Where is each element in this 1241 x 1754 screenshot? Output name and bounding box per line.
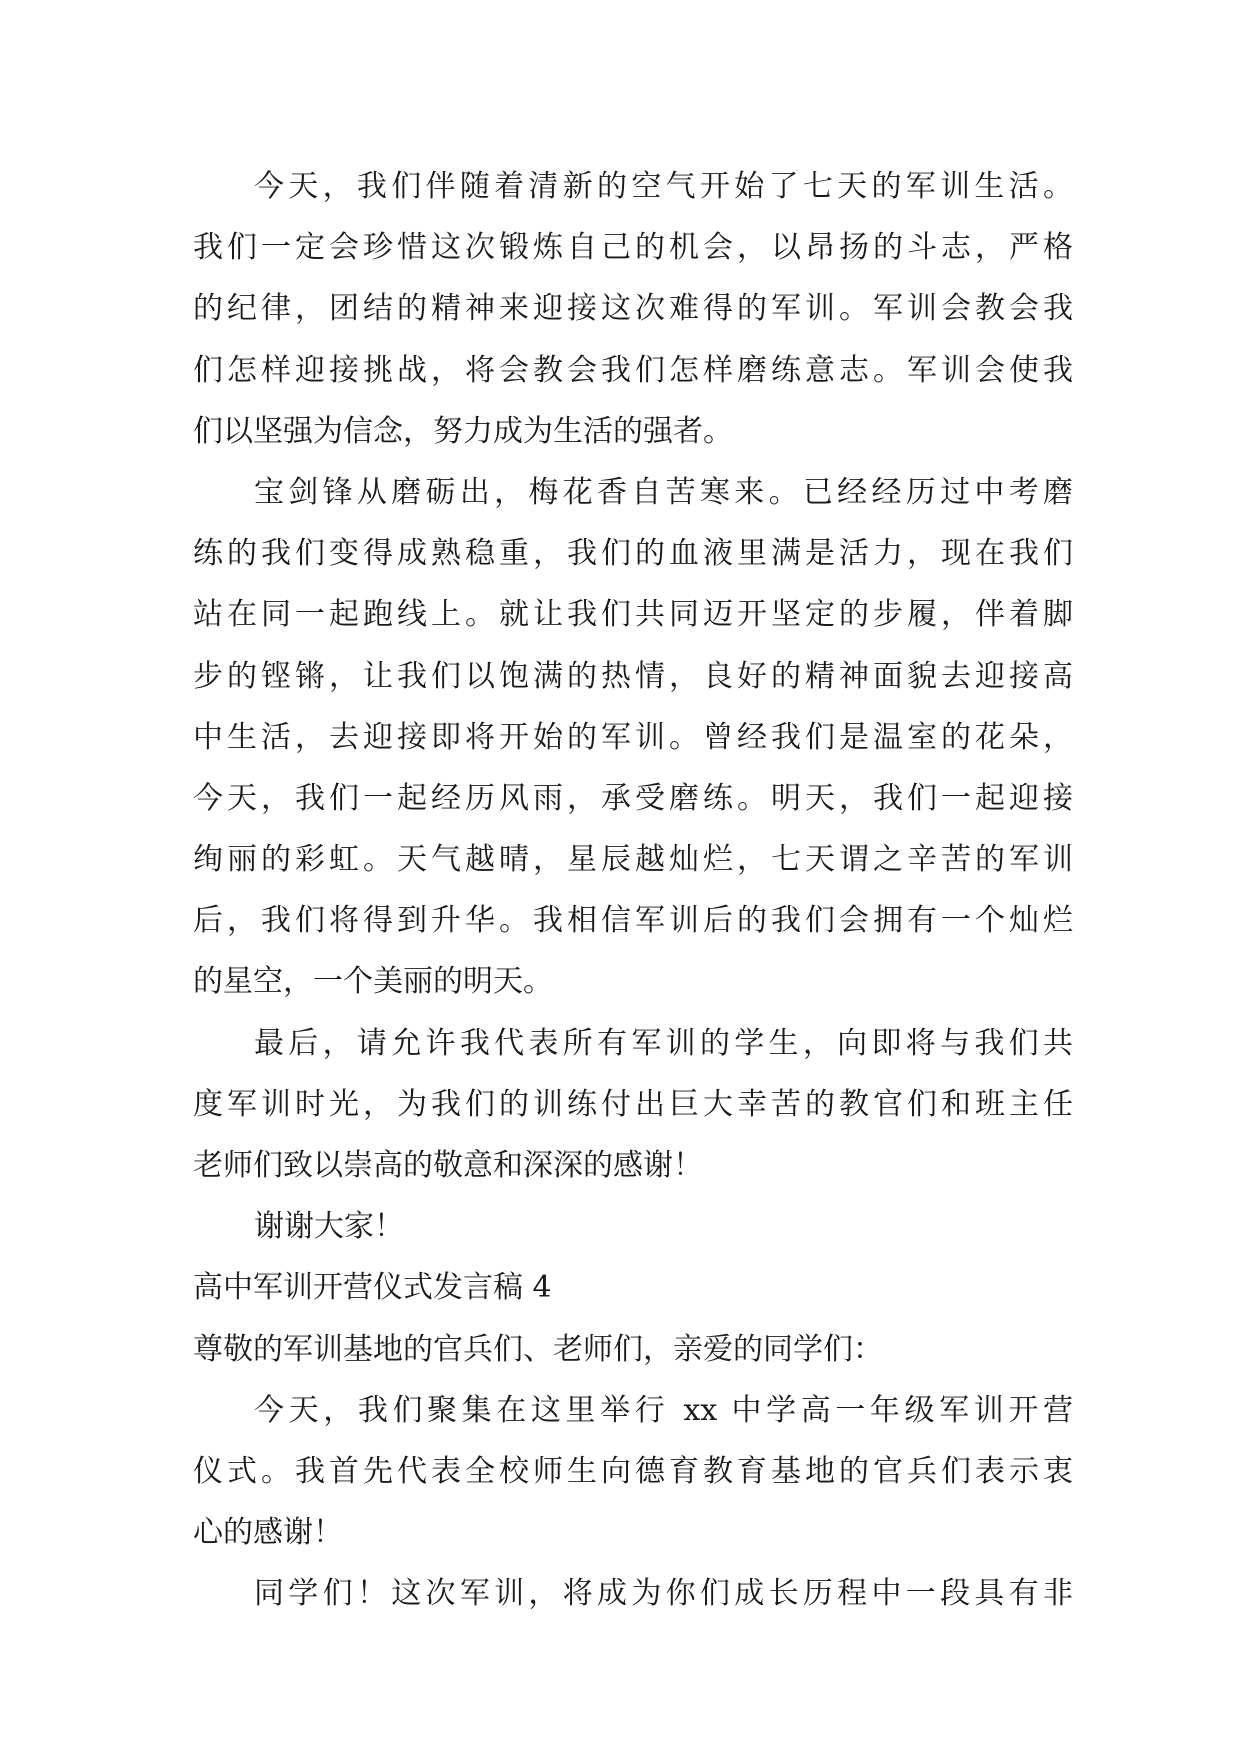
paragraph-2-line-7: 绚丽的彩虹。天气越晴，星辰越灿烂，七天谓之辛苦的军训 (193, 842, 1073, 878)
paragraph-2-line-4: 步的铿锵，让我们以饱满的热情，良好的精神面貌去迎接高 (193, 658, 1073, 694)
paragraph-2-line-5: 中生活，去迎接即将开始的军训。曾经我们是温室的花朵， (193, 719, 1073, 755)
paragraph-2-line-2: 练的我们变得成熟稳重，我们的血液里满是活力，现在我们 (193, 536, 1073, 572)
paragraph-4-line-1: 今天，我们聚集在这里举行 xx 中学高一年级军训开营 (254, 1392, 1073, 1428)
paragraph-1-line-5: 们以坚强为信念，努力成为生活的强者。 (193, 413, 733, 449)
paragraph-3-line-2: 度军训时光，为我们的训练付出巨大幸苦的教官们和班主任 (193, 1086, 1073, 1122)
section-heading: 高中军训开营仪式发言稿 4 (193, 1270, 552, 1306)
paragraph-5-line-1: 同学们！这次军训，将成为你们成长历程中一段具有非 (254, 1576, 1073, 1612)
paragraph-1-line-3: 的纪律，团结的精神来迎接这次难得的军训。军训会教会我 (193, 291, 1073, 327)
paragraph-1-line-1: 今天，我们伴随着清新的空气开始了七天的军训生活。 (254, 169, 1073, 204)
paragraph-2-line-8: 后，我们将得到升华。我相信军训后的我们会拥有一个灿烂 (193, 903, 1073, 939)
paragraph-1-line-4: 们怎样迎接挑战，将会教会我们怎样磨练意志。军训会使我 (193, 352, 1073, 388)
paragraph-2-line-3: 站在同一起跑线上。就让我们共同迈开坚定的步履，伴着脚 (193, 597, 1073, 633)
paragraph-2-line-9: 的星空，一个美丽的明天。 (193, 964, 553, 1000)
closing-thanks: 谢谢大家！ (254, 1209, 404, 1245)
paragraph-1-line-2: 我们一定会珍惜这次锻炼自己的机会，以昂扬的斗志，严格 (193, 230, 1073, 266)
salutation: 尊敬的军训基地的官兵们、老师们，亲爱的同学们： (193, 1331, 883, 1367)
paragraph-4-line-2: 仪式。我首先代表全校师生向德育教育基地的官兵们表示衷 (193, 1453, 1073, 1489)
paragraph-2-line-6: 今天，我们一起经历风雨，承受磨练。明天，我们一起迎接 (193, 780, 1073, 816)
paragraph-3-line-3: 老师们致以崇高的敬意和深深的感谢！ (193, 1148, 703, 1183)
paragraph-3-line-1: 最后，请允许我代表所有军训的学生，向即将与我们共 (254, 1025, 1073, 1061)
document-body (193, 156, 1073, 1625)
paragraph-2-line-1: 宝剑锋从磨砺出，梅花香自苦寒来。已经经历过中考磨 (254, 474, 1073, 510)
paragraph-4-line-3: 心的感谢！ (193, 1515, 343, 1551)
